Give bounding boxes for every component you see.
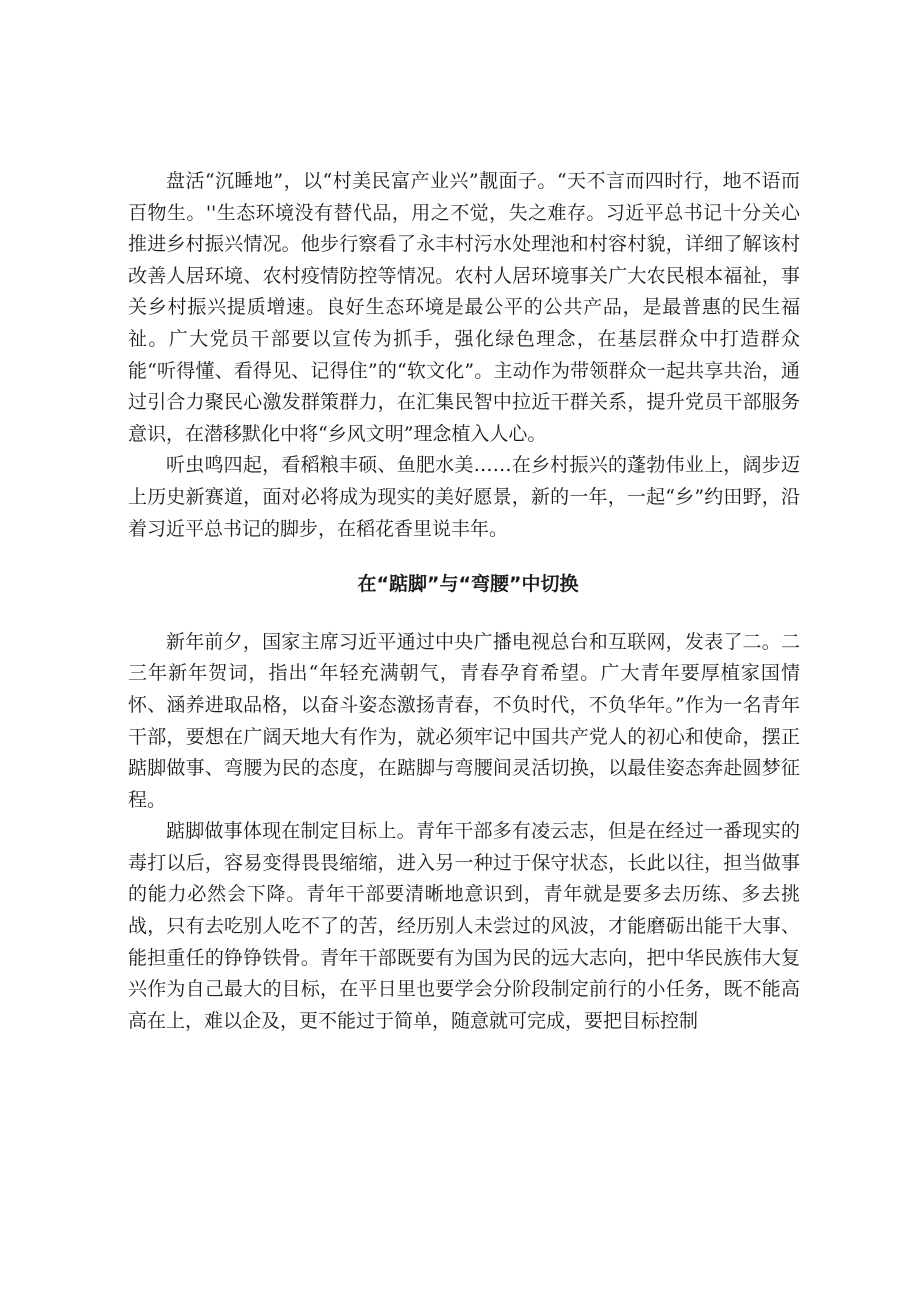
- document-page: [128, 166, 800, 1037]
- section-heading: 在“踮脚”与“弯腰”中切换: [357, 573, 579, 596]
- heading-spacer: [128, 601, 800, 627]
- section-spacer: [128, 545, 800, 569]
- paragraph-rural-environment: 盘活“沉睡地”，以“村美民富产业兴”靓面子。“天不言而四时行，地不语而百物生。''生态环境没有替代品，用之不觉，失之难存。习近平总书记十分关心推进乡村振兴情况。他步行察看了永丰村污水处理池和村容村貌，详细了解该村改善人居环境、农村疫情防控等情况。农村人居环境事关广大农民根本福祉，事关乡村振兴提质增速。良好生态环境是最公平的公共产品，是最普惠的民生福祉。广大党员干部要以宣传为抓手，强化绿色理念，在基层群众中打造群众能“听得懂、看得见、记得住”的“软文化”。主动作为带领群众一起共享共治，通过引合力聚民心激发群策群力，在汇集民智中拉近干群关系，提升党员干部服务意识，在潜移默化中将“乡风文明”理念植入人心。: [128, 170, 800, 445]
- paragraph-harvest-year: 听虫鸣四起，看稻粮丰硕、鱼肥水美……在乡村振兴的蓬勃伟业上，阔步迈上历史新赛道，面对必将成为现实的美好愿景，新的一年，一起“乡”约田野，沿着习近平总书记的脚步，在稻花香里说丰年。: [128, 454, 800, 540]
- paragraph-setting-goals: 踮脚做事体现在制定目标上。青年干部多有凌云志，但是在经过一番现实的毒打以后，容易变得畏畏缩缩，进入另一种过于保守状态，长此以往，担当做事的能力必然会下降。青年干部要清晰地意识到，青年就是要多去历练、多去挑战，只有去吃别人吃不了的苦，经历别人未尝过的风波，才能磨砺出能干大事、能担重任的铮铮铁骨。青年干部既要有为国为民的远大志向，把中华民族伟大复兴作为自己最大的目标，在平日里也要学会分阶段制定前行的小任务，既不能高高在上，难以企及，更不能过于简单，随意就可完成，要把目标控制: [128, 820, 800, 1032]
- paragraph-new-year-address: 新年前夕，国家主席习近平通过中央广播电视总台和互联网，发表了二。二三年新年贺词，指出“年轻充满朝气，青春孕育希望。广大青年要厚植家国情怀、涵养进取品格，以奋斗姿态激扬青春，不负时代，不负华年。”作为一名青年干部，要想在广阔天地大有作为，就必须牢记中国共产党人的初心和使命，摆正踮脚做事、弯腰为民的态度，在踮脚与弯腰间灵活切换，以最佳姿态奔赴圆梦征程。: [128, 630, 800, 811]
